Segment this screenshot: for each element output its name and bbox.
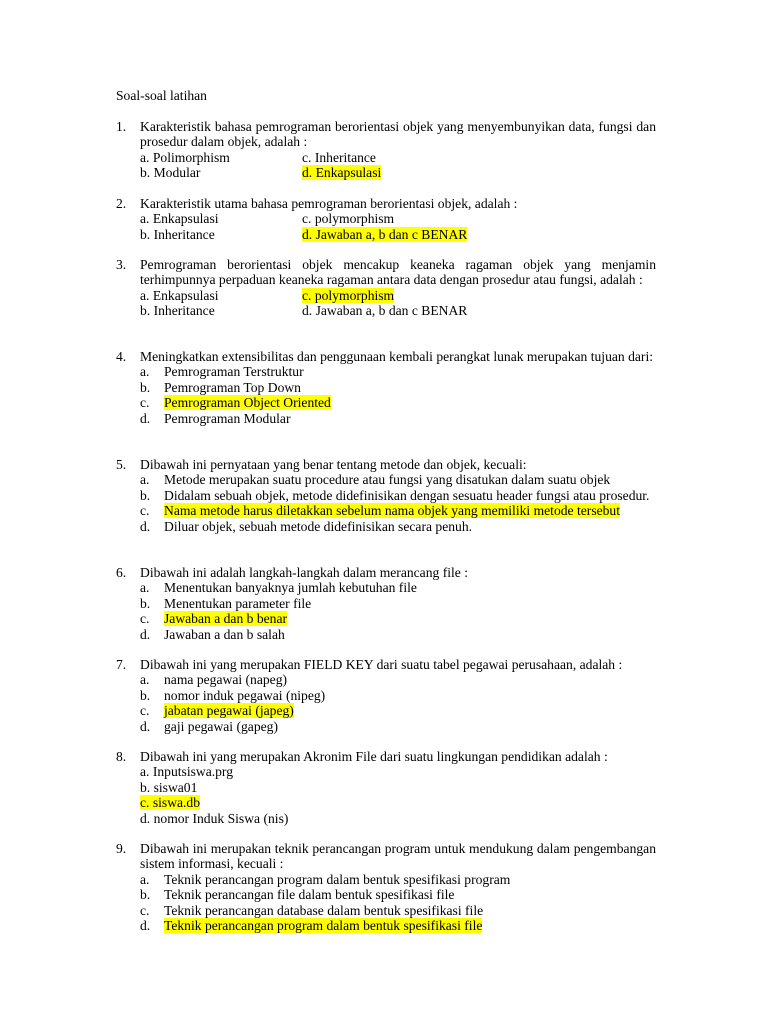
option-d-highlighted: d. Jawaban a, b dan c BENAR	[302, 226, 468, 242]
option-b: b. nomor induk pegawai (nipeg)	[140, 687, 326, 703]
option-c: c. Pemrograman Object Oriented	[140, 395, 331, 411]
question-number: 2.	[116, 196, 127, 211]
option-d: d. nomor Induk Siswa (nis)	[140, 810, 289, 826]
option-d: d. Jawaban a, b dan c BENAR	[302, 303, 468, 319]
question-5	[116, 457, 656, 534]
question-3	[116, 257, 656, 319]
option-a: a. Enkapsulasi	[140, 211, 219, 227]
question-text: Meningkatkan extensibilitas dan penggunaan kembali perangkat lunak merupakan tujuan dari:	[140, 349, 654, 364]
option-b: b. Pemrograman Top Down	[140, 379, 301, 395]
option-c-highlighted: Nama metode harus diletakkan sebelum nama objek yang memiliki metode tersebut	[164, 503, 621, 519]
option-c-highlighted: Pemrograman Object Oriented	[164, 395, 331, 411]
option-d-highlighted: d. Enkapsulasi	[302, 165, 382, 181]
question-text: Dibawah ini yang merupakan Akronim File dari suatu lingkungan pendidikan adalah :	[140, 749, 608, 764]
option-c: c. polymorphism	[302, 211, 395, 227]
question-7	[116, 657, 656, 734]
page-title: Soal-soal latihan	[116, 88, 207, 103]
option-c: c. Inheritance	[302, 149, 376, 165]
question-number: 5.	[116, 457, 127, 472]
question-6	[116, 565, 656, 642]
option-a: a. Metode merupakan suatu procedure atau fungsi yang disatukan dalam suatu objek	[140, 472, 611, 488]
option-c: c. jabatan pegawai (japeg)	[140, 703, 294, 719]
option-a: a. Pemrograman Terstruktur	[140, 364, 304, 380]
answer-options	[140, 211, 656, 242]
option-b: b. siswa01	[140, 779, 198, 795]
question-text: Karakteristik utama bahasa pemrograman berorientasi objek, adalah :	[140, 196, 518, 211]
question-number: 6.	[116, 565, 127, 580]
answer-options	[140, 472, 656, 534]
question-number: 4.	[116, 349, 127, 364]
option-c-highlighted: jabatan pegawai (japeg)	[164, 703, 294, 719]
option-b: b. Inheritance	[140, 303, 215, 319]
question-text: Dibawah ini merupakan teknik perancangan program untuk mendukung dalam pengembangan sistem informasi, kecuali :	[140, 841, 656, 872]
answer-options	[140, 580, 656, 642]
option-a: a. Teknik perancangan program dalam bentuk spesifikasi program	[140, 871, 511, 887]
option-d: d. gaji pegawai (gapeg)	[140, 718, 278, 734]
option-c: c. Jawaban a dan b benar	[140, 611, 288, 627]
question-8	[116, 749, 656, 826]
question-9	[116, 841, 656, 933]
question-number: 1.	[116, 119, 127, 134]
option-b: b. Teknik perancangan file dalam bentuk spesifikasi file	[140, 887, 455, 903]
question-text: Dibawah ini pernyataan yang benar tentang metode dan objek, kecuali:	[140, 457, 527, 472]
option-a: a. Polimorphism	[140, 149, 230, 165]
option-b: b. Menentukan parameter file	[140, 595, 312, 611]
question-4	[116, 349, 656, 426]
answer-options	[140, 764, 656, 826]
question-number: 7.	[116, 657, 127, 672]
option-c: c. Teknik perancangan database dalam bentuk spesifikasi file	[140, 902, 484, 918]
question-text: Pemrograman berorientasi objek mencakup keaneka ragaman objek yang menjamin terhimpunnya perpaduan keaneka ragaman antara data dengan prosedur atau fungsi, adalah :	[140, 257, 656, 288]
option-b: b. Inheritance	[140, 226, 215, 242]
question-text: Dibawah ini adalah langkah-langkah dalam merancang file :	[140, 565, 469, 580]
question-text: Dibawah ini yang merupakan FIELD KEY dari suatu tabel pegawai perusahaan, adalah :	[140, 657, 623, 672]
answer-options	[140, 288, 656, 319]
option-d: d. Pemrograman Modular	[140, 410, 291, 426]
question-text: Karakteristik bahasa pemrograman berorientasi objek yang menyembunyikan data, fungsi dan prosedur dalam objek, adalah :	[140, 119, 656, 150]
option-c-highlighted: c. siswa.db	[140, 795, 201, 811]
option-c: c. Nama metode harus diletakkan sebelum nama objek yang memiliki metode tersebut	[140, 503, 621, 519]
answer-options	[140, 872, 656, 934]
question-2	[116, 196, 656, 242]
option-a: a. Inputsiswa.prg	[140, 764, 234, 780]
question-number: 9.	[116, 841, 127, 856]
option-d: d. Teknik perancangan program dalam bentuk spesifikasi file	[140, 918, 483, 934]
question-number: 8.	[116, 749, 127, 764]
question-1	[116, 119, 656, 181]
option-b: b. Modular	[140, 165, 201, 181]
option-c-highlighted: c. polymorphism	[302, 287, 395, 303]
option-b: b. Didalam sebuah objek, metode didefinisikan dengan sesuatu header fungsi atau prosedur.	[140, 487, 650, 503]
answer-options	[140, 364, 656, 426]
option-a: a. Enkapsulasi	[140, 287, 219, 303]
option-a: a. Menentukan banyaknya jumlah kebutuhan file	[140, 580, 417, 596]
answer-options	[140, 672, 656, 734]
option-d: d. Diluar objek, sebuah metode didefinisikan secara penuh.	[140, 518, 473, 534]
question-number: 3.	[116, 257, 127, 272]
option-d-highlighted: Teknik perancangan program dalam bentuk spesifikasi file	[164, 918, 483, 934]
option-a: a. nama pegawai (napeg)	[140, 672, 288, 688]
option-d: d. Jawaban a dan b salah	[140, 626, 285, 642]
option-c-highlighted: Jawaban a dan b benar	[164, 611, 288, 627]
answer-options	[140, 150, 656, 181]
